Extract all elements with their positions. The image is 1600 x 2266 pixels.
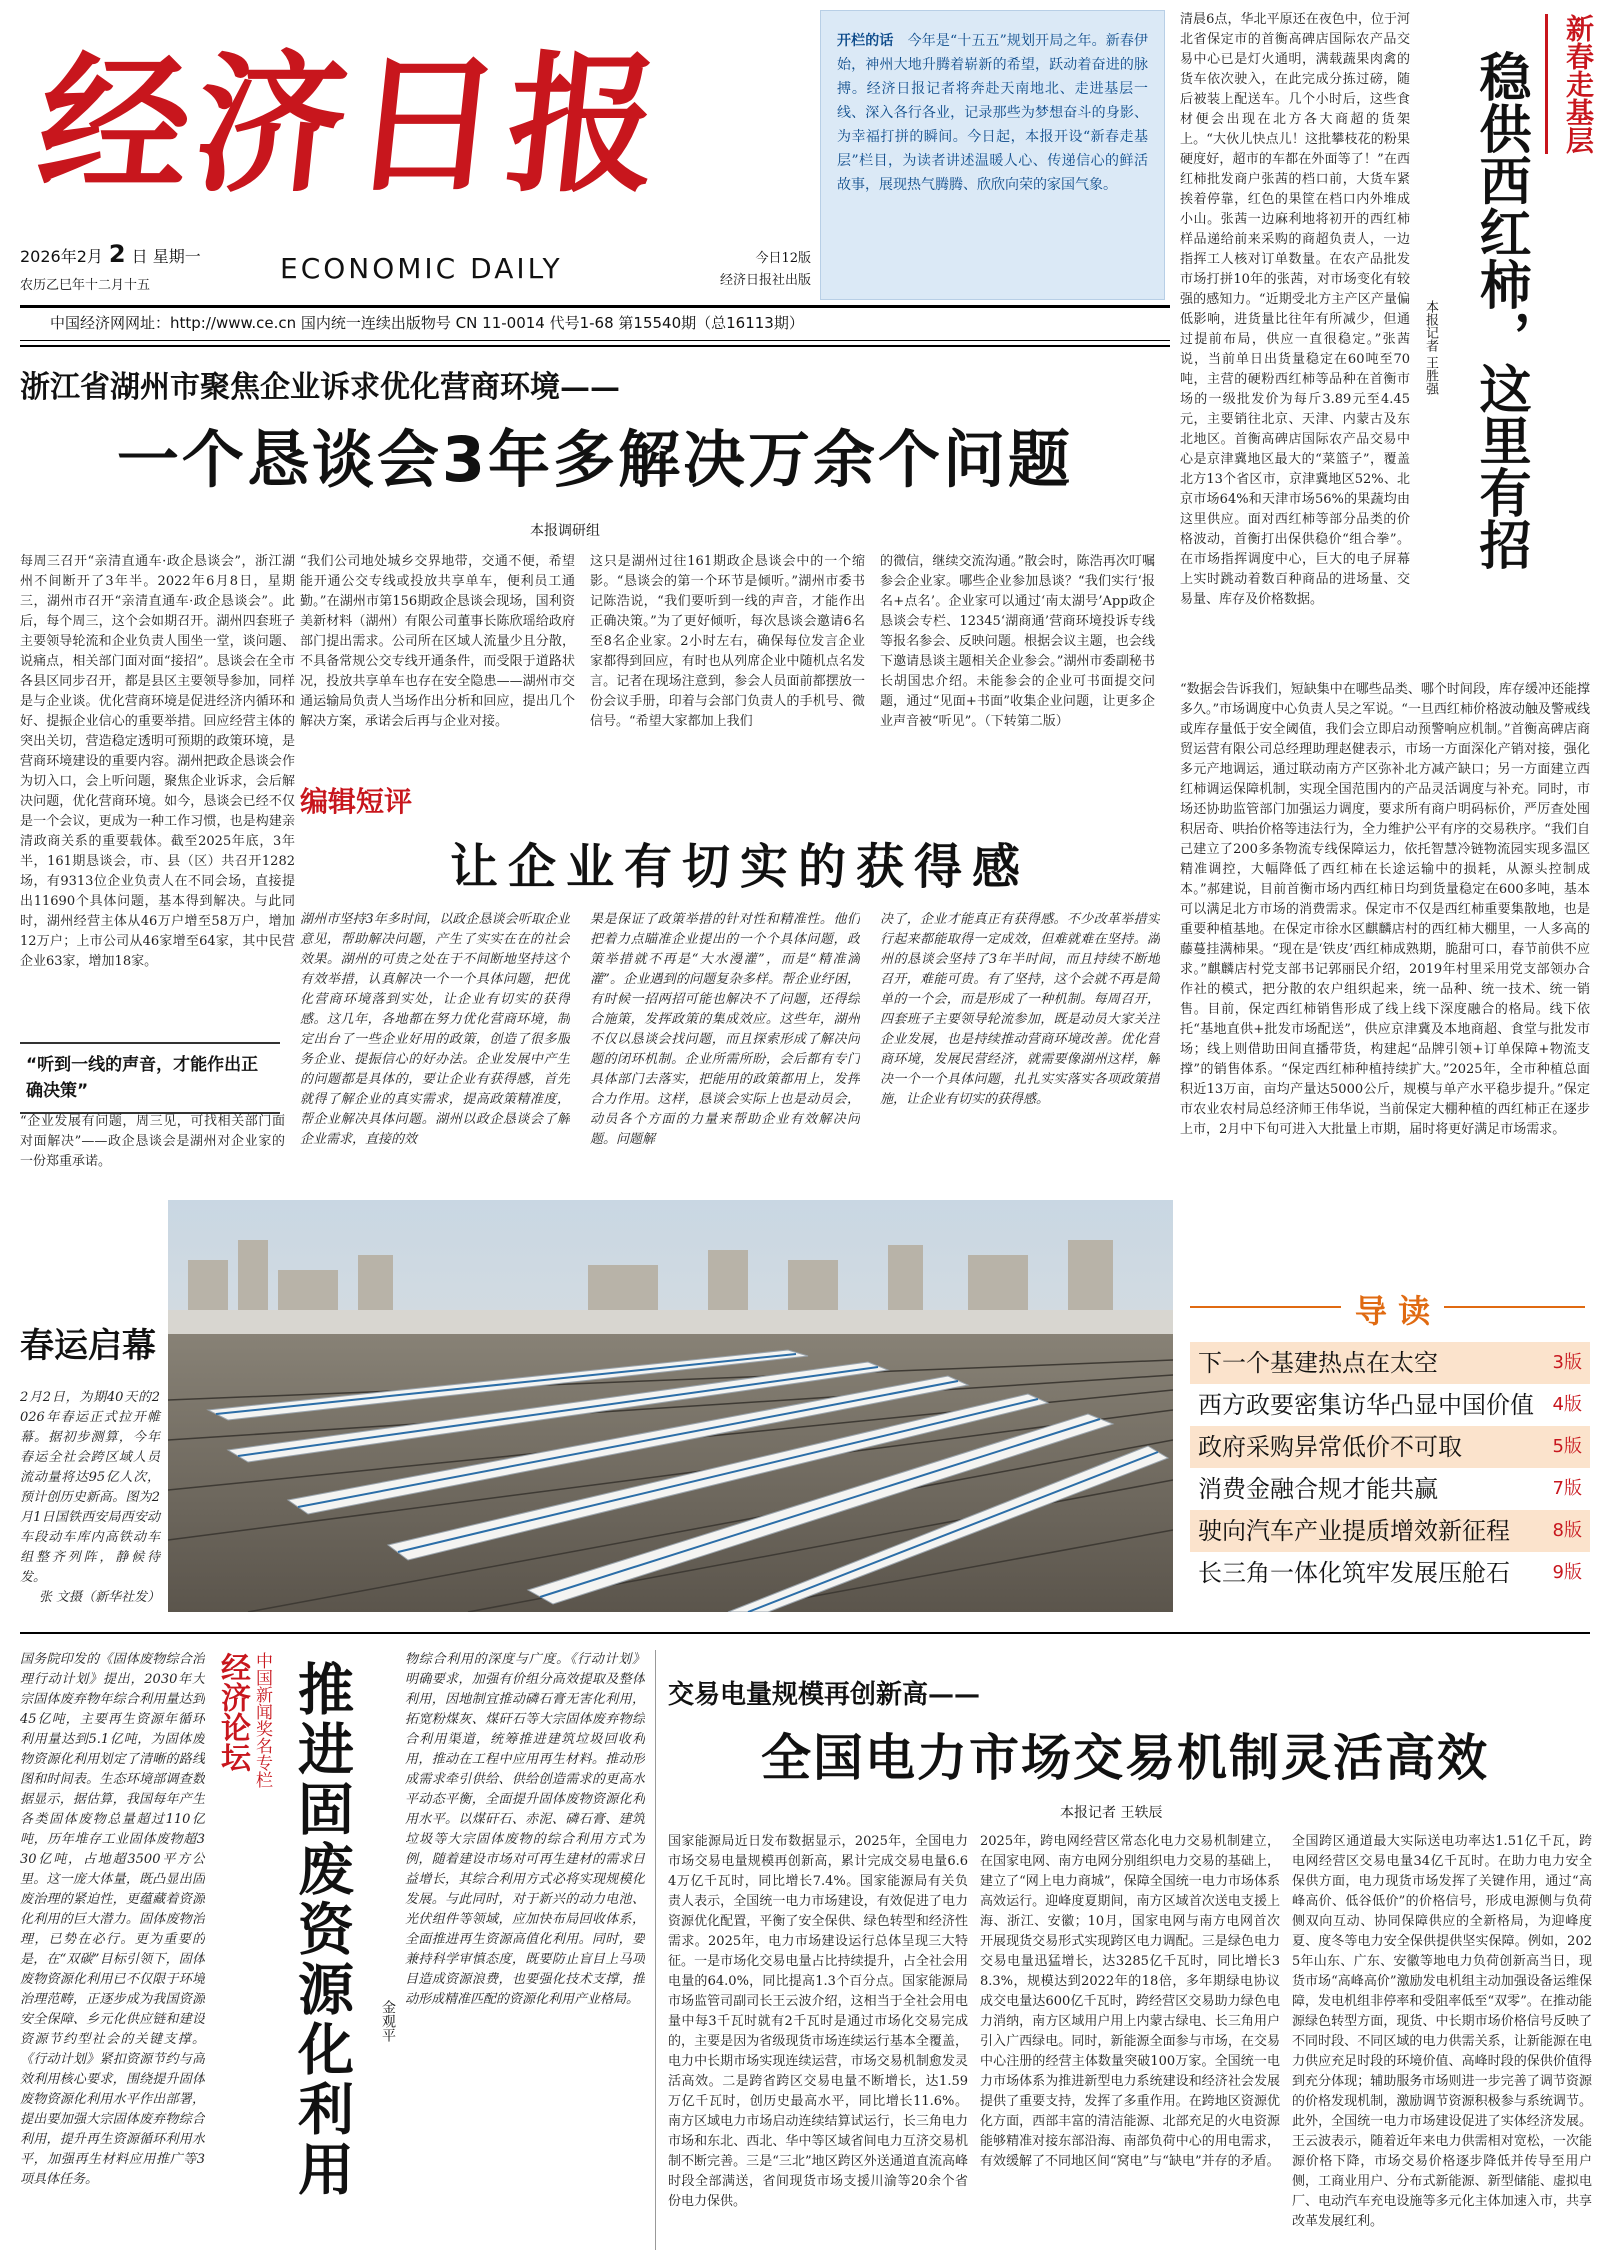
guide-item[interactable] xyxy=(1190,1510,1590,1552)
column-intro-box xyxy=(820,10,1165,300)
main-story-byline: 本报调研组 xyxy=(530,523,600,539)
power-story-byline: 本报记者 王轶辰 xyxy=(1060,1805,1163,1821)
guide-item-page: 5版 xyxy=(1552,1436,1582,1457)
tomato-story-text-full: “数据会告诉我们，短缺集中在哪些品类、哪个时间段，库存缓冲还能撑多久。”市场调度中心负责人吴之军说。“一旦西红柿价格波动触及警戒线或库存量低于安全阈值，我们会立即启动预警响应机制。”首衡高碑店商贸运营有限公司总经理助理赵健表示，市场一方面深化产销对接，强化多元产地调运，通过联动南方产区弥补北方减产缺口；另一方面建立西红柿调运保障机制，实现全国范围内的产品灵活调度与补充。同时，市场还协助监管部门加强运力调度，要求所有商户明码标价，严厉查处囤积居奇、哄抬价格等违法行为，全力维护公平有序的交易秩序。“我们自己建立了200多条物流专线保障运力，依托智慧冷链物流园实现多温区精准调控，大幅降低了西红柿在长途运输中的损耗，从源头控制成本。”郝建说，目前首衡市场内西红柿日均到货量稳定在600多吨，基本可以满足北方市场的消费需求。保定市不仅是西红柿重要集散地，也是重要种植基地。在保定市徐水区麒麟店村的西红柿大棚里，一人多高的藤蔓挂满柿果。“现在是‘铁皮’西红柿成熟期，脆甜可口，春节前供不应求。”麒麟店村党支部书记郭丽民介绍，2019年村里采用党支部领办合作社的模式，把分散的农户组织起来，统一品种、统一技术、统一销售。目前，保定西红柿销售形成了线上线下深度融合的格局。线下依托“基地直供+批发市场配送”，供应京津冀及本地商超、食堂与批发市场；线上则借助田间直播带货，构建起“品牌引领+订单保障+物流支撑”的销售体系。“保定西红柿种植持续扩大。”2025年，全市种植总面积近13万亩，亩均产量达5000公斤，规模与单产水平稳步提升。”保定市农业农村局总经济师王伟华说，当前保定大棚种植的西红柿正在逐步上市，2月中下旬可进入大批量上市期，届时将更好满足市场需求。 xyxy=(1180,682,1590,1137)
guide-item-label: 下一个基建热点在太空 xyxy=(1198,1349,1438,1377)
main-story-col4: 的微信，继续交流沟通。”散会时，陈浩再次叮嘱参会企业家。哪些企业参加恳谈？“我们实行‘报名+点名’。企业家可以通过‘南太湖号’App政企恳谈会专栏、12345‘湖商通’营商环境投诉专线等报名参会、反映问题。根据会议主题，也会线下邀请恳谈主题相关企业参会。”湖州市委副秘书长胡国忠介绍。未能参会的企业可书面提交问题，通过“见面+书面”收集企业问题，让更多企业声音被“听见”。（下转第二版） xyxy=(880,554,1155,729)
tomato-story-text-narrow: 清晨6点，华北平原还在夜色中，位于河北省保定市的首衡高碑店国际农产品交易中心已是灯火通明，满载蔬果肉禽的货车依次驶入，在此完成分拣过磅，随后被装上配送车。几个小时后，这些食材便会出现在北方各大商超的货架上。“大伙儿快点儿！这批攀枝花的粉果硬度好，超市的车都在外面等了！”在西红柿批发商户张茜的档口前，大货车紧挨着停靠，红色的果筐在档口内外堆成小山。张茜一边麻利地将初开的西红柿样品递给前来采购的商超负责人，一边指挥工人核对订单数量。在农产品批发市场打拼10年的张茜，对市场变化有较强的感知力。“近期受北方主产区产量偏低影响，进货量比往年有所减少，但通过提前布局，供应一直很稳定。”张茜说，当前单日出货量稳定在60吨至70吨，主营的硬粉西红柿等品种在首衡市场的一级批发价为每斤3.89元至4.45元，主要销往北京、天津、内蒙古及东北地区。首衡高碑店国际农产品交易中心是京津冀地区最大的“菜篮子”，覆盖北方13个省区市，京津冀地区52%、北京市场64%和天津市场56%的果蔬均由这里供应。面对西红柿等部分品类的价格波动，首衡打出保供稳价“组合拳”。在市场指挥调度中心，巨大的电子屏幕上实时跳动着数百种商品的进场量、交易量、库存及价格数据。 xyxy=(1180,12,1410,607)
forum-col1: 国务院印发的《固体废物综合治理行动计划》提出，2030年大宗固体废弃物年综合利用量达到45亿吨，主要再生资源年循环利用量达到5.1亿吨，为固体废物资源化利用划定了清晰的路线图和时间表。生态环境部调查数据显示，据估算，我国每年产生各类固体废物总量超过110亿吨，历年堆存工业固体废物超330亿吨，占地超3500平方公里。这一庞大体量，既凸显出固废治理的紧迫性，更蕴藏着资源化利用的巨大潜力。固体废物治理，已势在必行。更为重要的是，在“双碳”目标引领下，固体废物资源化利用已不仅限于环境治理范畴，正逐步成为我国资源安全保障、乡元化供应链和建设资源节约型社会的关键支撑。《行动计划》紧扣资源节约与高效利用核心要求，围绕提升固体废物资源化利用水平作出部署，提出要加强大宗固体废弃物综合利用，提升再生资源循环利用水平，加强再生材料应用推广等3项具体任务。 xyxy=(20,1652,205,2187)
guide-item-label: 驶向汽车产业提质增效新征程 xyxy=(1198,1517,1510,1545)
edition-info xyxy=(720,248,811,292)
forum-col2: 物综合利用的深度与广度。《行动计划》明确要求，加强有价组分高效提取及整体利用，因地制宜推动磷石膏无害化利用，拓宽粉煤灰、煤矸石等大宗固体废弃物综合利用渠道，统筹推进建筑垃圾回收利用，推动在工程中应用再生材料。推动形成需求牵引供给、供给创造需求的更高水平动态平衡，全面提升固体废物资源化利用水平。以煤矸石、赤泥、磷石膏、建筑垃圾等大宗固体废物的综合利用方式为例，随着建设市场对可再生建材的需求日益增长，其综合利用方式必将实现规模化发展。与此同时，对于新兴的动力电池、光伏组件等领域，应加快布局回收体系，全面推进再生资源高值化利用。同时，要兼持科学审慎态度，既要防止盲目上马项目造成资源浪费，也要强化技术支撑，推动形成精准匹配的资源化利用产业格局。 xyxy=(405,1652,645,2007)
main-story-col2: “我们公司地处城乡交界地带，交通不便，希望能开通公交专线或投放共享单车，便利员工通勤。”在湖州市第156期政企恳谈会现场，国利资美新材料（湖州）有限公司董事长陈欣瑶给政府部门提出需求。公司所在区域人流量少且分散，不具备常规公交专线开通条件，而受限于道路状况，投放共享单车也存在安全隐患——湖州市交通运输局负责人当场作出分析和回应，提出几个解决方案，承诺会后再与企业对接。 xyxy=(300,554,575,729)
guide-item[interactable] xyxy=(1190,1426,1590,1468)
guide-item[interactable] xyxy=(1190,1468,1590,1510)
editorial-col1: 湖州市坚持3年多时间，以政企恳谈会听取企业意见，帮助解决问题，产生了实实在在的社会效果。湖州的可贵之处在于不间断地坚持这个有效举措，认真解决一个一个具体问题，把优化营商环境落到实处，让企业有切实的获得感。这几年，各地都在努力优化营商环境，制定出台了一些企业好用的政策，创造了很多服务企业、提振信心的好办法。企业发展中产生的问题都是具体的，要让企业有获得感，首先就得了解企业的真实需求，提高政策精准度，帮企业解决具体问题。湖州以政企恳谈会了解企业需求，直接的效 xyxy=(300,912,570,1147)
power-story-col3: 全国跨区通道最大实际送电功率达1.51亿千瓦，跨电网经营区交易电量34亿千瓦时。在助力电力安全保供方面，电力现货市场发挥了关键作用，通过“高峰高价、低谷低价”的价格信号，形成电源侧与负荷侧双向互动、协同保障供应的全新格局，为迎峰度夏、度冬等电力安全保供提供坚实保障。例如，2025年山东、广东、安徽等地电力负荷创新高当日，现货市场“高峰高价”激励发电机组主动加强设备运维保障，发电机组非停率和受阻率低至“双零”。在推动能源绿色转型方面，现货、中长期市场价格信号反映了不同时段、不同区域的电力供需关系，让新能源在电力供应充足时段的环境价值、高峰时段的保供价值得到充分体现；辅助服务市场则进一步完善了调节资源的价格发现机制，激励调节资源积极参与系统调节。此外，全国统一电力市场建设促进了实体经济发展。王云波表示，随着近年来电力供需相对宽松，一次能源价格下降，市场交易价格逐步降低并传导至用户侧，工商业用户、分布式新能源、新型储能、虚拟电厂、电动汽车充电设施等多元化主体加速入市，共享改革发展红利。 xyxy=(1292,1834,1592,2229)
railway-depot-photo xyxy=(168,1200,1173,1612)
publication-info-bar: 中国经济网网址：http://www.ce.cn 国内统一连续出版物号 CN 11-0014 代号1-68 第15540期（总16113期） xyxy=(20,305,1170,341)
main-story-headline: 一个恳谈会3年多解决万余个问题 xyxy=(116,423,1074,496)
column-intro-text: 今年是“十五五”规划开局之年。新春伊始，神州大地升腾着崭新的希望，跃动着奋进的脉搏。经济日报记者将奔赴天南地北、走进基层一线、深入各行各业，记录那些为梦想奋斗的身影、为幸福打拼的瞬间。今日起，本报开设“新春走基层”栏目，为读者讲述温暖人心、传递信心的鲜活故事，展现热气腾腾、欣欣向荣的家国气象。 xyxy=(837,33,1149,193)
main-story-subhead: “听到一线的声音，才能作出正确决策” xyxy=(20,1042,280,1114)
power-story-kicker: 交易电量规模再创新高—— xyxy=(668,1680,981,1710)
guide-item-label: 长三角一体化筑牢发展压舱石 xyxy=(1198,1559,1510,1587)
guide-item-label: 西方政要密集访华凸显中国价值 xyxy=(1198,1391,1534,1419)
section-tag: 新春走基层 xyxy=(1545,14,1595,154)
guide-list xyxy=(1190,1342,1590,1594)
newspaper-logo: 经济日报 xyxy=(30,37,674,213)
column-intro-label: 开栏的话 xyxy=(837,33,894,49)
forum-tag: 经济论坛 xyxy=(215,1652,250,1772)
divider xyxy=(20,345,1170,347)
date-suffix: 日 星期一 xyxy=(131,247,201,266)
date-day: 2 xyxy=(108,240,126,268)
editorial-col3: 决了，企业才能真正有获得感。不少改革举措实行起来都能取得一定成效，但难就难在坚持。湖州的恳谈会坚持了3年半时间，而且持续不断地召开，难能可贵。有了坚持，这个会就不再是简单的一个会，而是形成了一种机制。每周召开，四套班子主要领导轮流参加，既是动员大家关注企业发展，也是持续推动营商环境改善。优化营商环境，发展民营经济，就需要像湖州这样，解决一个一个具体问题，扎扎实实落实各项政策措施，让企业有切实的获得感。 xyxy=(880,912,1160,1107)
main-story-col1: 每周三召开“亲清直通车·政企恳谈会”，浙江湖州不间断开了3年半。2022年6月8日，星期三，湖州市召开“亲清直通车·政企恳谈会”。此后，每个周三，这个会如期召开。湖州四套班子主要领导轮流和企业负责人围坐一堂，谈问题、说痛点，相关部门面对面“接招”。恳谈会在全市各县区同步召开，都是县区主要领导参加，同样是与企业谈。优化营商环境是促进经济内循环和好、提振企业信心的重要举措。回应经营主体的突出关切，营造稳定透明可预期的政策环境，是营商环境建设的重要内容。湖州把政企恳谈会作为切入口，会上听问题，聚焦企业诉求，会后解决问题，优化营商环境。如今，恳谈会已经不仅是一个会议，更成为一种工作习惯，也是构建亲清政商关系的重要载体。截至2025年底，3年半，161期恳谈会，市、县（区）共召开1282场，有9313位企业负责人在不同会场，直接提出11690个具体问题，基本得到解决。与此同时，湖州经营主体从46万户增至58万户，增加12万户；上市公司从46家增至64家，其中民营企业63家，增加18家。 xyxy=(20,554,295,969)
main-story-col3: 这只是湖州过往161期政企恳谈会中的一个缩影。“恳谈会的第一个环节是倾听。”湖州市委书记陈浩说，“我们要听到一线的声音，才能作出正确决策。”为了更好倾听，每次恳谈会邀请6名至8名企业家。2小时左右，确保每位发言企业家都得到回应，有时也从列席企业中随机点名发言。记者在现场注意到，参会人员面前都摆放一份会议手册，印着与会部门负责人的手机号、微信号。“希望大家都加上我们 xyxy=(590,554,865,729)
editorial-label: 编辑短评 xyxy=(300,785,413,818)
issue-date xyxy=(20,240,201,268)
photo-caption xyxy=(20,1388,160,1608)
tomato-story-headline: 稳供西红柿，这里有招 xyxy=(1470,50,1531,570)
publisher: 经济日报社出版 xyxy=(720,273,812,288)
photo-credit: 张 文摄（新华社发） xyxy=(38,1590,160,1605)
forum-title: 推进固废资源化利用 xyxy=(289,1660,355,2200)
main-story-col1b: “企业发展有问题，周三见，可找相关部门面对面解决”——政企恳谈会是湖州对企业家的一份郑重承诺。 xyxy=(20,1114,285,1169)
guide-item-page: 4版 xyxy=(1552,1394,1582,1415)
photo-title: 春运启幕 xyxy=(20,1326,156,1366)
guide-item-label: 消费金融合规才能共赢 xyxy=(1198,1475,1438,1503)
guide-item-page: 3版 xyxy=(1552,1352,1582,1373)
power-story-col1: 国家能源局近日发布数据显示，2025年，全国电力市场交易电量规模再创新高，累计完成交易电量6.64万亿千瓦时，同比增长7.4%。国家能源局有关负责人表示，全国统一电力市场建设，有效促进了电力资源优化配置，平衡了安全保供、绿色转型和经济性需求。2025年，电力市场建设运行总体呈现三大特征。一是市场化交易电量占比持续提升，占全社会用电量的64.0%，同比提高1.3个百分点。国家能源局市场监管司副司长王云波介绍，这相当于全社会用电量中每3千瓦时就有2千瓦时是通过市场化交易完成的，主要是因为省级现货市场连续运行基本全覆盖，电力中长期市场实现连续运营，市场交易机制愈发灵活高效。二是跨省跨区交易电量不断增长，达1.59万亿千瓦时，创历史最高水平，同比增长11.6%。南方区域电力市场启动连续结算试运行，长三角电力市场和东北、西北、华中等区域省间电力互济交易机制不断完善。三是“三北”地区跨区外送通道直流高峰时段全部满送，省间现货市场支援川渝等20余个省份电力保供。 xyxy=(668,1834,968,2209)
power-story-col2: 2025年，跨电网经营区常态化电力交易机制建立，在国家电网、南方电网分别组织电力交易的基础上，建立了“网上电力商城”，保障全国统一电力市场体系高效运行。迎峰度夏期间，南方区域首次送电支援上海、浙江、安徽；10月，国家电网与南方电网首次开展现货交易形式实现跨区电力调配。三是绿色电力交易电量迅猛增长，达3285亿千瓦时，同比增长38.3%，规模达到2022年的18倍，多年期绿电协议成交电量达600亿千瓦时，跨经营区交易助力绿色电力消纳，南方区域用户用上内蒙古绿电、长三角用户引入广西绿电。同时，新能源全面参与市场，在交易中心注册的经营主体数量突破100万家。全国统一电力市场体系为推进新型电力系统建设和经济社会发展提供了重要支持，发挥了多重作用。在跨地区资源优化方面，西部丰富的清洁能源、北部充足的火电资源能够精准对接东部沿海、南部负荷中心的用电需求，有效缓解了不同地区间“窝电”与“缺电”并存的矛盾。 xyxy=(980,1834,1280,2169)
lunar-date: 农历乙巳年十二月十五 xyxy=(20,278,151,293)
column-divider xyxy=(655,1650,656,2250)
english-title: ECONOMIC DAILY xyxy=(280,252,563,285)
editorial-col2: 果是保证了政策举措的针对性和精准性。他们把着力点瞄准企业提出的一个个具体问题，政策举措就不再是“大水漫灌”，而是“精准滴灌”。企业遇到的问题复杂多样。帮企业纾困，有时候一招两招可能也解决不了问题，还得综合施策，发挥政策的集成效应。这些年，湖州不仅以恳谈会找问题，而且探索形成了解决问题的闭环机制。企业所需所盼，会后都有专门具体部门去落实，把能用的政策都用上，发挥合力作用。这样，恳谈会实际上也是动员会，动员各个方面的力量来帮助企业有效解决问题。问题解 xyxy=(590,912,860,1147)
guide-item-page: 9版 xyxy=(1552,1562,1582,1583)
edition-count: 今日12版 xyxy=(755,251,812,266)
main-story-kicker: 浙江省湖州市聚焦企业诉求优化营商环境—— xyxy=(20,370,620,405)
editorial-title: 让企业有切实的获得感 xyxy=(449,839,1030,895)
guide-item-page: 8版 xyxy=(1552,1520,1582,1541)
tomato-story-byline: 本报记者 王胜强 xyxy=(1423,300,1438,396)
guide-item-page: 7版 xyxy=(1552,1478,1582,1499)
guide-title-text: 导 读 xyxy=(1341,1292,1444,1330)
power-story-headline: 全国电力市场交易机制灵活高效 xyxy=(761,1729,1489,1787)
guide-item[interactable] xyxy=(1190,1552,1590,1594)
train-depot-illustration xyxy=(168,1200,1173,1612)
guide-item[interactable] xyxy=(1190,1342,1590,1384)
forum-subtag: 中国新闻奖名专栏 xyxy=(252,1652,272,1788)
date-prefix: 2026年2月 xyxy=(20,247,103,266)
divider xyxy=(20,1632,1590,1634)
photo-caption-text: 2月2日，为期40天的2026年春运正式拉开帷幕。据初步测算，今年春运全社会跨区域人员流动量将达95亿人次，预计创历史新高。图为2月1日国铁西安局西安动车段动车库内高铁动车组整齐列阵，静候待发。 xyxy=(20,1390,160,1585)
guide-title xyxy=(1195,1286,1590,1332)
forum-author: 金观平 xyxy=(380,2000,396,2042)
guide-item-label: 政府采购异常低价不可取 xyxy=(1198,1433,1462,1461)
guide-item[interactable] xyxy=(1190,1384,1590,1426)
